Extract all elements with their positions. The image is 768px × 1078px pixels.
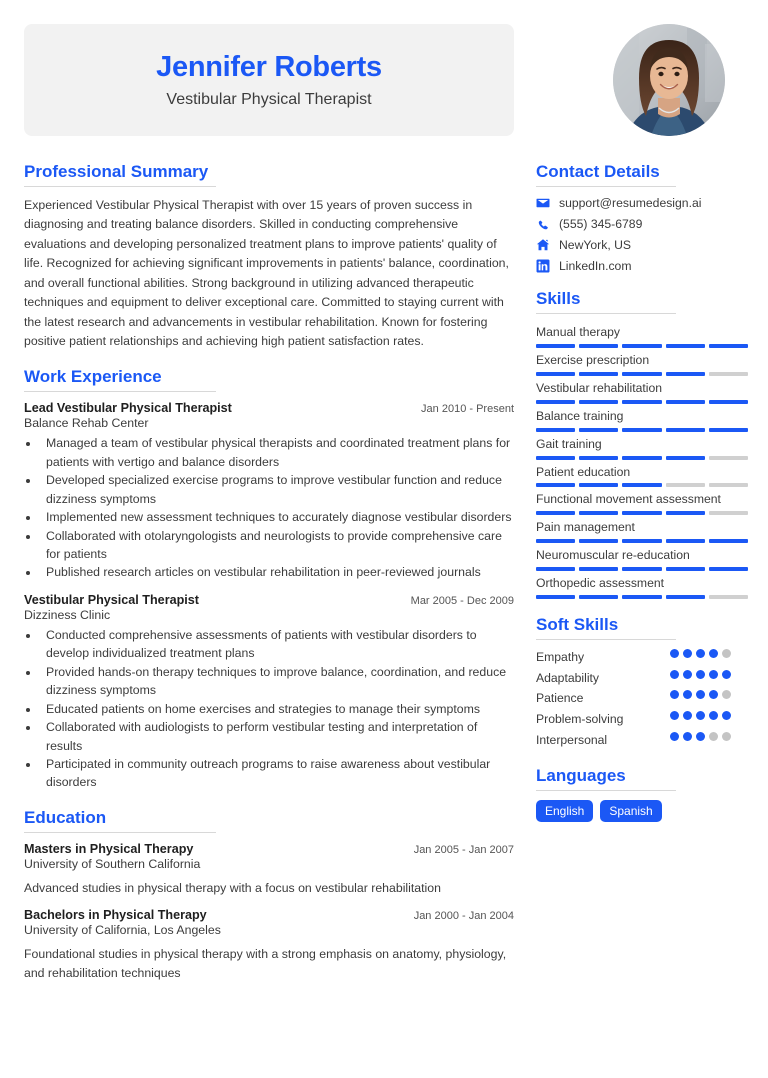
- work-entry: [24, 401, 514, 582]
- education-entry-header: [24, 842, 514, 856]
- section-professional-summary: [24, 162, 514, 351]
- resume-body: [0, 162, 768, 998]
- skill-segment: [666, 344, 705, 348]
- skill-segment: [579, 372, 618, 376]
- soft-skills-list: [536, 649, 748, 749]
- skill-item: [536, 463, 748, 488]
- work-date: Jan 2010 - Present: [421, 403, 514, 416]
- work-entry-header: [24, 593, 514, 607]
- skill-segment: [579, 344, 618, 348]
- work-organization: Dizziness Clinic: [24, 607, 111, 622]
- skill-item: [536, 351, 748, 376]
- skill-label: Patient education: [536, 464, 631, 479]
- skill-rating-bar: [536, 372, 748, 376]
- education-description: Foundational studies in physical therapy with a strong emphasis on anatomy, physiology, and rehabilitation techniques: [24, 947, 507, 980]
- envelope-icon: [536, 196, 550, 210]
- job-title: Vestibular Physical Therapist: [166, 90, 372, 108]
- home-icon: [536, 238, 550, 252]
- skill-segment: [536, 567, 575, 571]
- skill-segment: [709, 456, 748, 460]
- contact-row[interactable]: [536, 217, 748, 231]
- work-bullet: • Educated patients on home exercises and strategies to manage their symptoms: [40, 700, 514, 718]
- work-bullet: • Published research articles on vestibular rehabilitation in peer-reviewed journals: [40, 563, 514, 581]
- education-degree: Bachelors in Physical Therapy: [24, 908, 207, 923]
- work-bullet: • Implemented new assessment techniques to accurately diagnose vestibular disorders: [40, 508, 514, 526]
- soft-skill-label: Interpersonal: [536, 732, 608, 747]
- work-entry: [24, 593, 514, 792]
- skill-label: Vestibular rehabilitation: [536, 380, 663, 395]
- skill-segment: [622, 483, 661, 487]
- phone-icon: [536, 217, 550, 231]
- skill-segment: [666, 511, 705, 515]
- skill-segment: [666, 539, 705, 543]
- skill-rating-bar: [536, 344, 748, 348]
- section-heading-soft-skills: Soft Skills: [536, 615, 676, 640]
- skill-segment: [622, 511, 661, 515]
- soft-skill-dot: [670, 670, 679, 679]
- page-title: Jennifer Roberts: [156, 51, 382, 84]
- language-chip[interactable]: Spanish: [600, 800, 661, 822]
- soft-skill-rating: [670, 649, 748, 658]
- work-organization: Balance Rehab Center: [24, 416, 149, 431]
- education-description: Advanced studies in physical therapy with a focus on vestibular rehabilitation: [24, 880, 441, 895]
- contact-list: [536, 196, 748, 273]
- soft-skill-rating: [670, 670, 748, 679]
- soft-skill-dot: [709, 690, 718, 699]
- skill-item: [536, 490, 748, 515]
- skill-segment: [579, 483, 618, 487]
- soft-skill-dot: [709, 670, 718, 679]
- skill-label: Balance training: [536, 408, 624, 423]
- work-entry-list: [24, 401, 514, 791]
- soft-skill-dot: [683, 649, 692, 658]
- name-title-card: [24, 24, 514, 136]
- skill-label: Neuromuscular re-education: [536, 548, 690, 563]
- soft-skill-dot: [696, 711, 705, 720]
- section-skills: [536, 289, 748, 599]
- work-date: Mar 2005 - Dec 2009: [410, 594, 514, 607]
- contact-value: LinkedIn.com: [559, 259, 632, 273]
- skill-segment: [666, 456, 705, 460]
- skill-segment: [536, 428, 575, 432]
- skill-segment: [709, 595, 748, 599]
- skill-rating-bar: [536, 567, 748, 571]
- skill-label: Orthopedic assessment: [536, 576, 665, 591]
- skill-rating-bar: [536, 483, 748, 487]
- section-heading-summary: Professional Summary: [24, 162, 216, 187]
- soft-skill-dot: [683, 670, 692, 679]
- skill-segment: [666, 595, 705, 599]
- section-soft-skills: [536, 615, 748, 749]
- skill-segment: [709, 344, 748, 348]
- education-date: Jan 2005 - Jan 2007: [413, 843, 514, 856]
- skill-item: [536, 546, 748, 571]
- skill-label: Manual therapy: [536, 325, 621, 339]
- soft-skill-dot: [683, 711, 692, 720]
- skill-segment: [579, 511, 618, 515]
- soft-skill-dot: [722, 649, 731, 658]
- skill-segment: [536, 344, 575, 348]
- education-degree: Masters in Physical Therapy: [24, 841, 194, 856]
- soft-skill-dot: [696, 732, 705, 741]
- soft-skill-dot: [709, 732, 718, 741]
- work-bullet: • Conducted comprehensive assessments of patients with vestibular disorders to develop individualized treatment plans: [40, 626, 514, 663]
- skill-rating-bar: [536, 511, 748, 515]
- skill-segment: [536, 372, 575, 376]
- soft-skill-dot: [722, 711, 731, 720]
- skill-segment: [579, 428, 618, 432]
- skills-list: [536, 323, 748, 599]
- section-work-experience: [24, 367, 514, 791]
- work-bullet: • Developed specialized exercise programs to improve vestibular function and reduce dizziness symptoms: [40, 471, 514, 508]
- skill-segment: [536, 539, 575, 543]
- section-heading-work: Work Experience: [24, 367, 216, 392]
- skill-segment: [666, 428, 705, 432]
- education-school: University of Southern California: [24, 856, 201, 871]
- main-column: [24, 162, 514, 998]
- soft-skill-dot: [709, 649, 718, 658]
- soft-skill-row: [536, 711, 748, 729]
- work-bullet: • Participated in community outreach programs to raise awareness about vestibular disorders: [40, 755, 514, 792]
- education-date: Jan 2000 - Jan 2004: [413, 910, 514, 923]
- skill-segment: [622, 567, 661, 571]
- skill-segment: [622, 456, 661, 460]
- skill-segment: [536, 595, 575, 599]
- soft-skill-dot: [670, 711, 679, 720]
- work-bullet: • Provided hands-on therapy techniques to improve balance, coordination, and reduce dizziness symptoms: [40, 663, 514, 700]
- skill-rating-bar: [536, 456, 748, 460]
- work-bullet: • Managed a team of vestibular physical therapists and coordinated treatment plans for patients with vertigo and balance disorders: [40, 434, 514, 471]
- contact-value: (555) 345-6789: [559, 217, 643, 231]
- soft-skill-row: [536, 690, 748, 708]
- skill-item: [536, 379, 748, 404]
- soft-skill-label: Empathy: [536, 650, 585, 665]
- skill-item: [536, 323, 748, 348]
- skill-rating-bar: [536, 539, 748, 543]
- soft-skill-rating: [670, 711, 748, 720]
- skill-rating-bar: [536, 428, 748, 432]
- skill-segment: [666, 483, 705, 487]
- soft-skill-dot: [709, 711, 718, 720]
- section-heading-skills: Skills: [536, 289, 676, 314]
- contact-row[interactable]: [536, 196, 748, 210]
- soft-skill-dot: [696, 690, 705, 699]
- contact-row[interactable]: [536, 238, 748, 252]
- section-languages: [536, 766, 748, 822]
- work-entry-header: [24, 401, 514, 415]
- avatar-photo: [613, 24, 725, 136]
- soft-skill-label: Problem-solving: [536, 712, 624, 727]
- soft-skill-label: Patience: [536, 691, 584, 706]
- skill-item: [536, 407, 748, 432]
- skill-segment: [536, 483, 575, 487]
- skill-segment: [579, 456, 618, 460]
- skill-label: Exercise prescription: [536, 352, 650, 367]
- skill-label: Pain management: [536, 520, 635, 535]
- skill-segment: [536, 456, 575, 460]
- soft-skill-row: [536, 670, 748, 688]
- skill-segment: [579, 567, 618, 571]
- work-bullet: • Collaborated with audiologists to perform vestibular testing and interpretation of results: [40, 718, 514, 755]
- skill-segment: [622, 344, 661, 348]
- resume-header: [24, 24, 744, 144]
- skill-segment: [709, 428, 748, 432]
- skill-item: [536, 518, 748, 543]
- skill-rating-bar: [536, 595, 748, 599]
- soft-skill-dot: [683, 690, 692, 699]
- soft-skill-dot: [670, 732, 679, 741]
- education-school: University of California, Los Angeles: [24, 923, 221, 938]
- work-bullet-list: [40, 626, 514, 792]
- soft-skill-dot: [683, 732, 692, 741]
- soft-skill-rating: [670, 732, 748, 741]
- section-heading-languages: Languages: [536, 766, 676, 791]
- soft-skill-row: [536, 649, 748, 667]
- skill-segment: [579, 595, 618, 599]
- work-role: Vestibular Physical Therapist: [24, 592, 199, 607]
- avatar: [613, 24, 725, 136]
- contact-row[interactable]: [536, 259, 748, 273]
- skill-segment: [622, 539, 661, 543]
- skill-segment: [579, 539, 618, 543]
- skill-segment: [622, 428, 661, 432]
- skill-segment: [709, 539, 748, 543]
- section-heading-education: Education: [24, 808, 216, 833]
- soft-skill-dot: [670, 649, 679, 658]
- skill-segment: [666, 372, 705, 376]
- contact-value: support@resumedesign.ai: [559, 196, 702, 210]
- skill-label: Functional movement assessment: [536, 492, 721, 507]
- soft-skill-rating: [670, 690, 748, 699]
- education-entry-list: [24, 842, 514, 982]
- work-bullet-list: [40, 434, 514, 582]
- language-chip[interactable]: English: [536, 800, 593, 822]
- soft-skill-dot: [696, 649, 705, 658]
- contact-value: NewYork, US: [559, 238, 632, 252]
- soft-skill-label: Adaptability: [536, 670, 600, 685]
- skill-segment: [709, 511, 748, 515]
- skill-segment: [666, 567, 705, 571]
- soft-skill-row: [536, 732, 748, 750]
- work-bullet: • Collaborated with otolaryngologists and neurologists to provide comprehensive care for patients: [40, 527, 514, 564]
- skill-rating-bar: [536, 400, 748, 404]
- skill-segment: [666, 400, 705, 404]
- soft-skill-dot: [722, 690, 731, 699]
- skill-segment: [622, 400, 661, 404]
- soft-skill-dot: [722, 670, 731, 679]
- skill-segment: [709, 483, 748, 487]
- summary-text: Experienced Vestibular Physical Therapist with over 15 years of proven success in diagnosing and treating balance disorders. Skilled in conducting comprehensive evaluations and developing personalized treatment plans to improve patients' quality of life. Recognized for achieving significant improvements in patients' balance, coordination, and overall functional abilities. Strong background in utilizing advanced therapeutic techniques and equipment to deliver exceptional care. Committed to staying current with the latest research and advancements in vestibular rehabilitation. Known for fostering positive patient relationships and achieving high patient satisfaction rates.: [24, 198, 509, 348]
- section-heading-contact: Contact Details: [536, 162, 676, 187]
- skill-segment: [622, 372, 661, 376]
- soft-skill-dot: [696, 670, 705, 679]
- skill-item: [536, 435, 748, 460]
- education-entry: [24, 908, 514, 982]
- skill-segment: [709, 567, 748, 571]
- linkedin-icon: [536, 259, 550, 273]
- soft-skill-dot: [722, 732, 731, 741]
- skill-segment: [536, 511, 575, 515]
- soft-skill-dot: [670, 690, 679, 699]
- skill-segment: [579, 400, 618, 404]
- skill-segment: [622, 595, 661, 599]
- education-entry-header: [24, 908, 514, 922]
- skill-segment: [536, 400, 575, 404]
- skill-segment: [709, 400, 748, 404]
- skill-item: [536, 574, 748, 599]
- sidebar-column: [536, 162, 748, 998]
- skill-segment: [709, 372, 748, 376]
- section-contact-details: [536, 162, 748, 273]
- languages-list: [536, 800, 748, 822]
- education-entry: [24, 842, 514, 897]
- skill-label: Gait training: [536, 436, 602, 451]
- section-education: [24, 808, 514, 982]
- work-role: Lead Vestibular Physical Therapist: [24, 401, 232, 416]
